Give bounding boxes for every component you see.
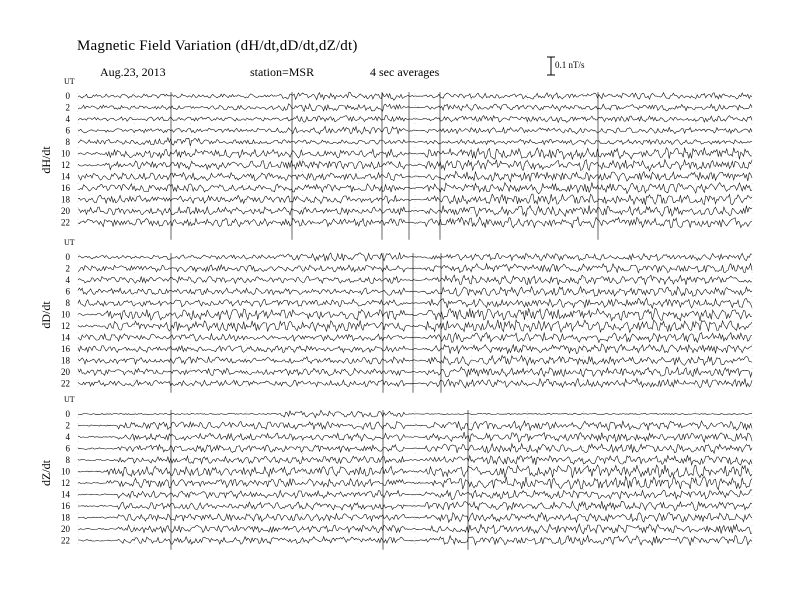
panel-dH-dt (39, 77, 752, 240)
trace-dD-dt-2ut (78, 263, 752, 272)
hour-label: 16 (61, 344, 70, 354)
ut-axis-label: UT (64, 238, 75, 247)
trace-dD-dt-16ut (78, 344, 752, 354)
component-label: dH/dt (39, 146, 53, 174)
hour-label: 18 (61, 512, 70, 523)
trace-dH-dt-2ut (78, 104, 752, 112)
hour-label: 0 (65, 252, 70, 262)
trace-dH-dt-14ut (78, 171, 752, 181)
hour-label: 4 (65, 275, 70, 285)
hour-label: 10 (61, 148, 70, 159)
hour-label: 16 (61, 183, 70, 193)
trace-dH-dt-22ut (78, 217, 752, 228)
hour-label: 12 (61, 478, 70, 488)
hour-label: 12 (61, 160, 70, 170)
trace-dH-dt-6ut (78, 126, 752, 134)
hour-label: 0 (65, 91, 70, 101)
hour-label: 2 (65, 263, 70, 274)
trace-dD-dt-0ut (78, 253, 752, 262)
trace-dH-dt-16ut (78, 182, 752, 193)
hour-label: 6 (65, 443, 70, 454)
trace-dD-dt-18ut (78, 356, 752, 366)
hour-label: 10 (61, 466, 70, 477)
panel-dZ-dt (39, 395, 752, 550)
hour-label: 16 (61, 501, 70, 511)
hour-label: 20 (61, 206, 70, 216)
trace-dH-dt-4ut (78, 115, 752, 122)
trace-dD-dt-8ut (78, 298, 752, 308)
hour-label: 2 (65, 102, 70, 113)
ut-axis-label: UT (64, 77, 75, 86)
hour-label: 14 (61, 332, 70, 343)
chart-title: Magnetic Field Variation (dH/dt,dD/dt,dZ/dt) (77, 38, 358, 54)
hour-label: 14 (61, 171, 70, 182)
hour-label: 18 (61, 355, 70, 366)
component-label: dD/dt (39, 301, 53, 329)
hour-label: 6 (65, 286, 70, 297)
trace-dZ-dt-6ut (78, 444, 752, 454)
trace-dZ-dt-4ut (78, 432, 752, 442)
hour-label: 22 (61, 217, 70, 228)
scale-bar-label: 0.1 nT/s (555, 60, 585, 70)
panel-dD-dt (39, 238, 752, 393)
date-label: Aug.23, 2013 (100, 65, 166, 79)
trace-dD-dt-6ut (78, 287, 752, 297)
trace-dD-dt-14ut (78, 333, 752, 343)
trace-dH-dt-10ut (78, 148, 752, 160)
scale-bar (547, 57, 555, 75)
hour-label: 22 (61, 378, 70, 389)
hour-label: 4 (65, 432, 70, 442)
averaging-label: 4 sec averages (370, 65, 440, 79)
component-label: dZ/dt (39, 460, 53, 486)
hour-label: 14 (61, 489, 70, 500)
hour-label: 8 (65, 137, 70, 147)
hour-label: 2 (65, 420, 70, 431)
trace-dD-dt-4ut (78, 275, 752, 285)
station-label: station=MSR (250, 65, 315, 79)
hour-label: 10 (61, 309, 70, 320)
trace-dZ-dt-14ut (78, 490, 752, 500)
hour-label: 4 (65, 114, 70, 124)
trace-dZ-dt-8ut (78, 455, 752, 465)
hour-label: 20 (61, 367, 70, 377)
ut-axis-label: UT (64, 395, 75, 404)
hour-label: 12 (61, 321, 70, 331)
hour-label: 6 (65, 125, 70, 136)
hour-label: 18 (61, 194, 70, 205)
hour-label: 8 (65, 298, 70, 308)
hour-label: 8 (65, 455, 70, 465)
hour-label: 20 (61, 524, 70, 534)
trace-dZ-dt-16ut (78, 501, 752, 511)
hour-label: 0 (65, 409, 70, 419)
hour-label: 22 (61, 535, 70, 546)
